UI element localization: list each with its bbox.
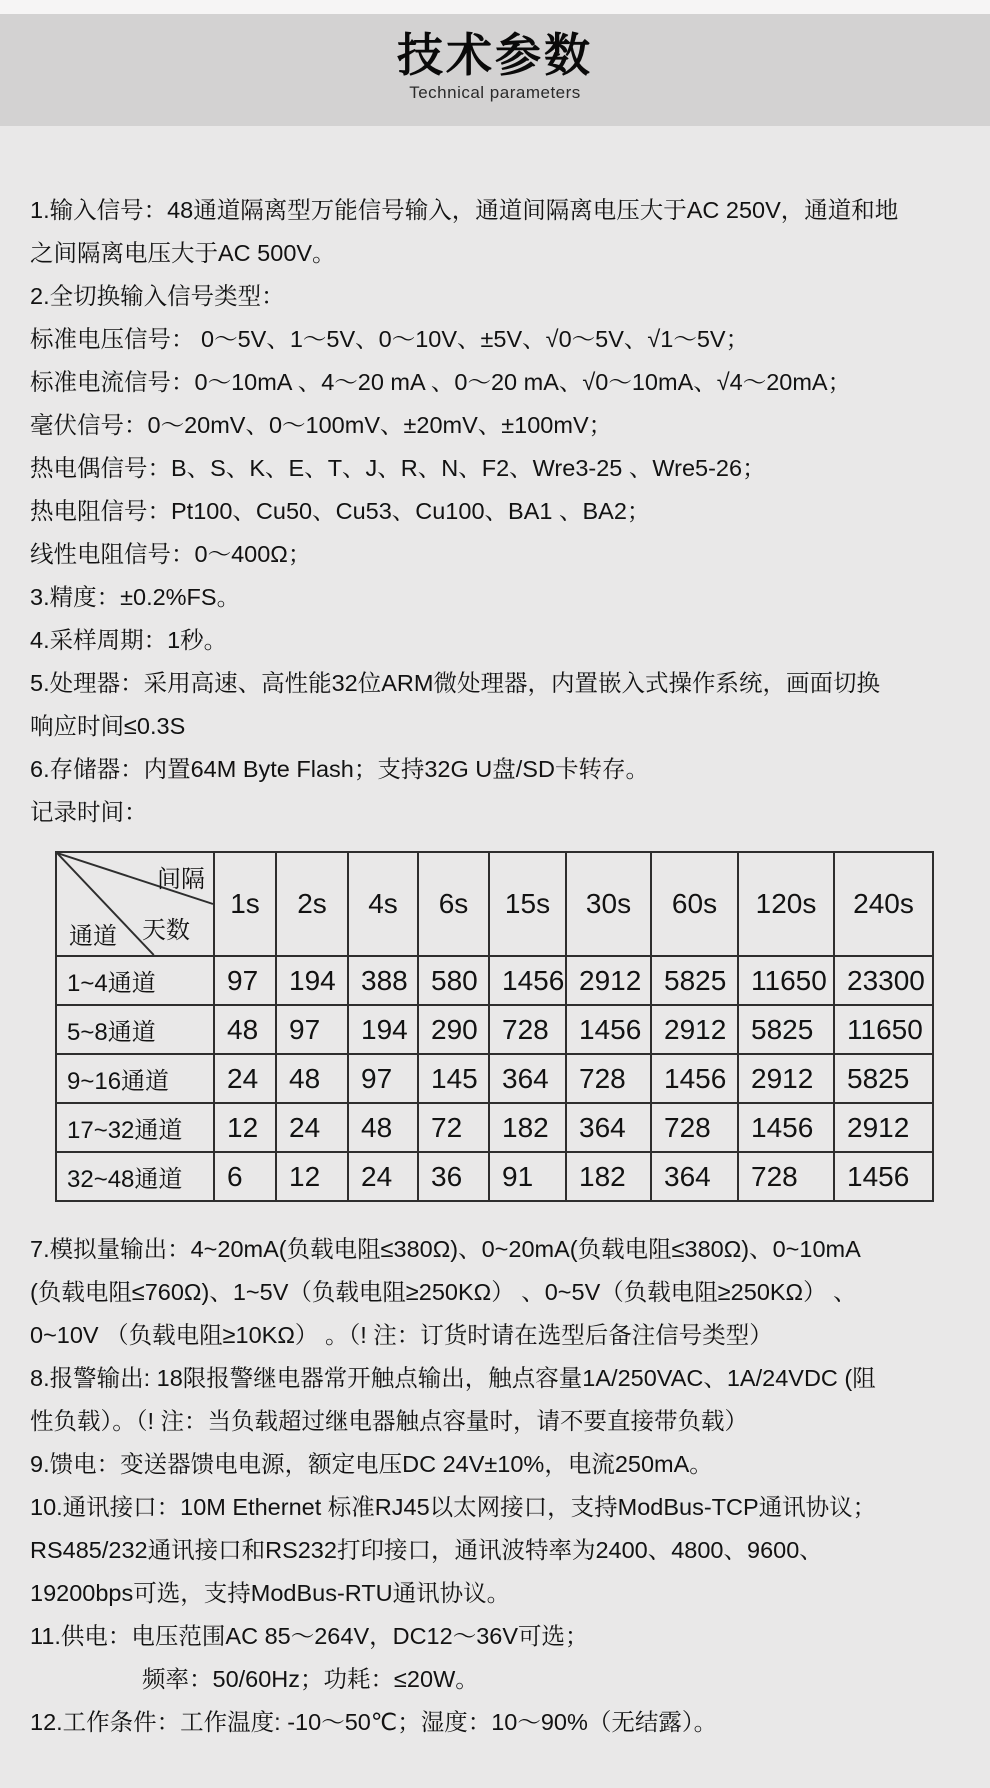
interval-header: 15s (489, 852, 566, 956)
record-days-cell: 728 (738, 1152, 834, 1201)
spec-line: 性负载）。（! 注：当负载超过继电器触点容量时，请不要直接带负载） (30, 1408, 749, 1434)
record-days-cell: 24 (348, 1152, 418, 1201)
corner-label-interval: 间隔 (157, 866, 205, 893)
record-days-cell: 364 (566, 1103, 651, 1152)
record-days-cell: 2912 (738, 1054, 834, 1103)
spec-line: 0~10V （负载电阻≥10KΩ） 。（! 注：订货时请在选型后备注信号类型） (30, 1322, 773, 1348)
table-row (56, 1152, 933, 1201)
channel-range-label: 9~16通道 (56, 1054, 214, 1103)
spec-line: 9.馈电：变送器馈电电源，额定电压DC 24V±10%，电流250mA。 (30, 1451, 713, 1477)
record-days-cell: 2912 (651, 1005, 738, 1054)
interval-header: 1s (214, 852, 276, 956)
spec-line: 3.精度：±0.2%FS。 (30, 584, 241, 610)
record-days-cell: 1456 (651, 1054, 738, 1103)
header-band (0, 14, 990, 126)
record-days-cell: 72 (418, 1103, 489, 1152)
page-title: 技术参数 (397, 29, 593, 81)
table-row (56, 1054, 933, 1103)
corner-label-channel: 通道 (69, 923, 117, 950)
record-time-table (55, 851, 934, 1202)
record-days-cell: 728 (651, 1103, 738, 1152)
record-days-cell: 5825 (834, 1054, 933, 1103)
page-subtitle: Technical parameters (409, 83, 581, 103)
table-header-row (56, 852, 933, 956)
record-days-cell: 1456 (834, 1152, 933, 1201)
spec-line: 11.供电：电压范围AC 85～264V，DC12～36V可选； (30, 1623, 589, 1649)
record-days-cell: 194 (348, 1005, 418, 1054)
channel-range-label: 5~8通道 (56, 1005, 214, 1054)
spec-line: 1.输入信号：48通道隔离型万能信号输入，通道间隔离电压大于AC 250V，通道和地 (30, 197, 899, 223)
record-days-cell: 5825 (651, 956, 738, 1005)
channel-range-label: 1~4通道 (56, 956, 214, 1005)
spec-line: 热电偶信号：B、S、K、E、T、J、R、N、F2、Wre3-25 、Wre5-26； (30, 455, 766, 481)
record-days-cell: 12 (214, 1103, 276, 1152)
channel-range-label: 32~48通道 (56, 1152, 214, 1201)
spec-line: 之间隔离电压大于AC 500V。 (30, 240, 336, 266)
record-days-cell: 194 (276, 956, 348, 1005)
interval-header: 240s (834, 852, 933, 956)
spec-line: 标准电压信号： 0～5V、1～5V、0～10V、±5V、√0～5V、√1～5V； (30, 326, 750, 352)
record-days-cell: 364 (651, 1152, 738, 1201)
record-days-cell: 11650 (834, 1005, 933, 1054)
record-days-cell: 2912 (834, 1103, 933, 1152)
record-days-cell: 388 (348, 956, 418, 1005)
interval-header: 60s (651, 852, 738, 956)
record-days-cell: 48 (276, 1054, 348, 1103)
record-days-cell: 1456 (566, 1005, 651, 1054)
spec-line: 响应时间≤0.3S (30, 713, 186, 739)
record-days-cell: 1456 (738, 1103, 834, 1152)
record-days-cell: 364 (489, 1054, 566, 1103)
record-days-cell: 580 (418, 956, 489, 1005)
record-days-cell: 290 (418, 1005, 489, 1054)
spec-line: 毫伏信号：0～20mV、0～100mV、±20mV、±100mV； (30, 412, 613, 438)
spec-line: 线性电阻信号：0～400Ω； (30, 541, 312, 567)
spec-line: 记录时间： (30, 799, 148, 825)
record-days-cell: 97 (348, 1054, 418, 1103)
spec-line: 频率：50/60Hz；功耗：≤20W。 (142, 1666, 479, 1692)
spec-line: (负载电阻≤760Ω)、1~5V（负载电阻≥250KΩ） 、0~5V（负载电阻≥250KΩ） 、 (30, 1279, 857, 1305)
record-days-cell: 91 (489, 1152, 566, 1201)
interval-header: 6s (418, 852, 489, 956)
channel-range-label: 17~32通道 (56, 1103, 214, 1152)
spec-line: 5.处理器：采用高速、高性能32位ARM微处理器，内置嵌入式操作系统，画面切换 (30, 670, 880, 696)
record-days-cell: 5825 (738, 1005, 834, 1054)
interval-header: 4s (348, 852, 418, 956)
table-row (56, 1005, 933, 1054)
record-days-cell: 728 (489, 1005, 566, 1054)
table-row (56, 1103, 933, 1152)
interval-header: 2s (276, 852, 348, 956)
page-top-strip (0, 0, 990, 14)
record-days-cell: 24 (276, 1103, 348, 1152)
record-days-cell: 48 (214, 1005, 276, 1054)
table-row (56, 956, 933, 1005)
record-days-cell: 24 (214, 1054, 276, 1103)
record-days-cell: 145 (418, 1054, 489, 1103)
spec-line: 4.采样周期：1秒。 (30, 627, 228, 653)
spec-line: 19200bps可选，支持ModBus-RTU通讯协议。 (30, 1580, 511, 1606)
corner-label-days: 天数 (142, 917, 190, 944)
spec-line: 10.通讯接口：10M Ethernet 标准RJ45以太网接口，支持ModBus-TCP通讯协议； (30, 1494, 877, 1520)
spec-line: 12.工作条件：工作温度: -10～50℃；湿度：10～90%（无结露）。 (30, 1709, 718, 1735)
record-days-cell: 23300 (834, 956, 933, 1005)
record-days-cell: 6 (214, 1152, 276, 1201)
spec-line: 6.存储器：内置64M Byte Flash；支持32G U盘/SD卡转存。 (30, 756, 649, 782)
record-days-cell: 11650 (738, 956, 834, 1005)
spec-list-bottom (30, 1228, 980, 1744)
spec-line: RS485/232通讯接口和RS232打印接口，通讯波特率为2400、4800、9600、 (30, 1537, 823, 1563)
record-days-cell: 182 (566, 1152, 651, 1201)
record-days-cell: 728 (566, 1054, 651, 1103)
spec-list-top (30, 189, 980, 834)
record-days-cell: 97 (276, 1005, 348, 1054)
record-days-cell: 1456 (489, 956, 566, 1005)
record-days-cell: 48 (348, 1103, 418, 1152)
record-days-cell: 182 (489, 1103, 566, 1152)
record-days-cell: 2912 (566, 956, 651, 1005)
table-corner-cell (56, 852, 214, 956)
spec-line: 2.全切换输入信号类型： (30, 283, 285, 309)
spec-line: 8.报警输出: 18限报警继电器常开触点输出，触点容量1A/250VAC、1A/24VDC (阻 (30, 1365, 876, 1391)
record-days-cell: 97 (214, 956, 276, 1005)
spec-line: 7.模拟量输出：4~20mA(负载电阻≤380Ω)、0~20mA(负载电阻≤380Ω)、0~10mA (30, 1236, 861, 1262)
spec-line: 标准电流信号：0～10mA 、4～20 mA 、0～20 mA、√0～10mA、√4～20mA； (30, 369, 852, 395)
record-days-cell: 12 (276, 1152, 348, 1201)
interval-header: 30s (566, 852, 651, 956)
record-days-cell: 36 (418, 1152, 489, 1201)
spec-line: 热电阻信号：Pt100、Cu50、Cu53、Cu100、BA1 、BA2； (30, 498, 651, 524)
interval-header: 120s (738, 852, 834, 956)
